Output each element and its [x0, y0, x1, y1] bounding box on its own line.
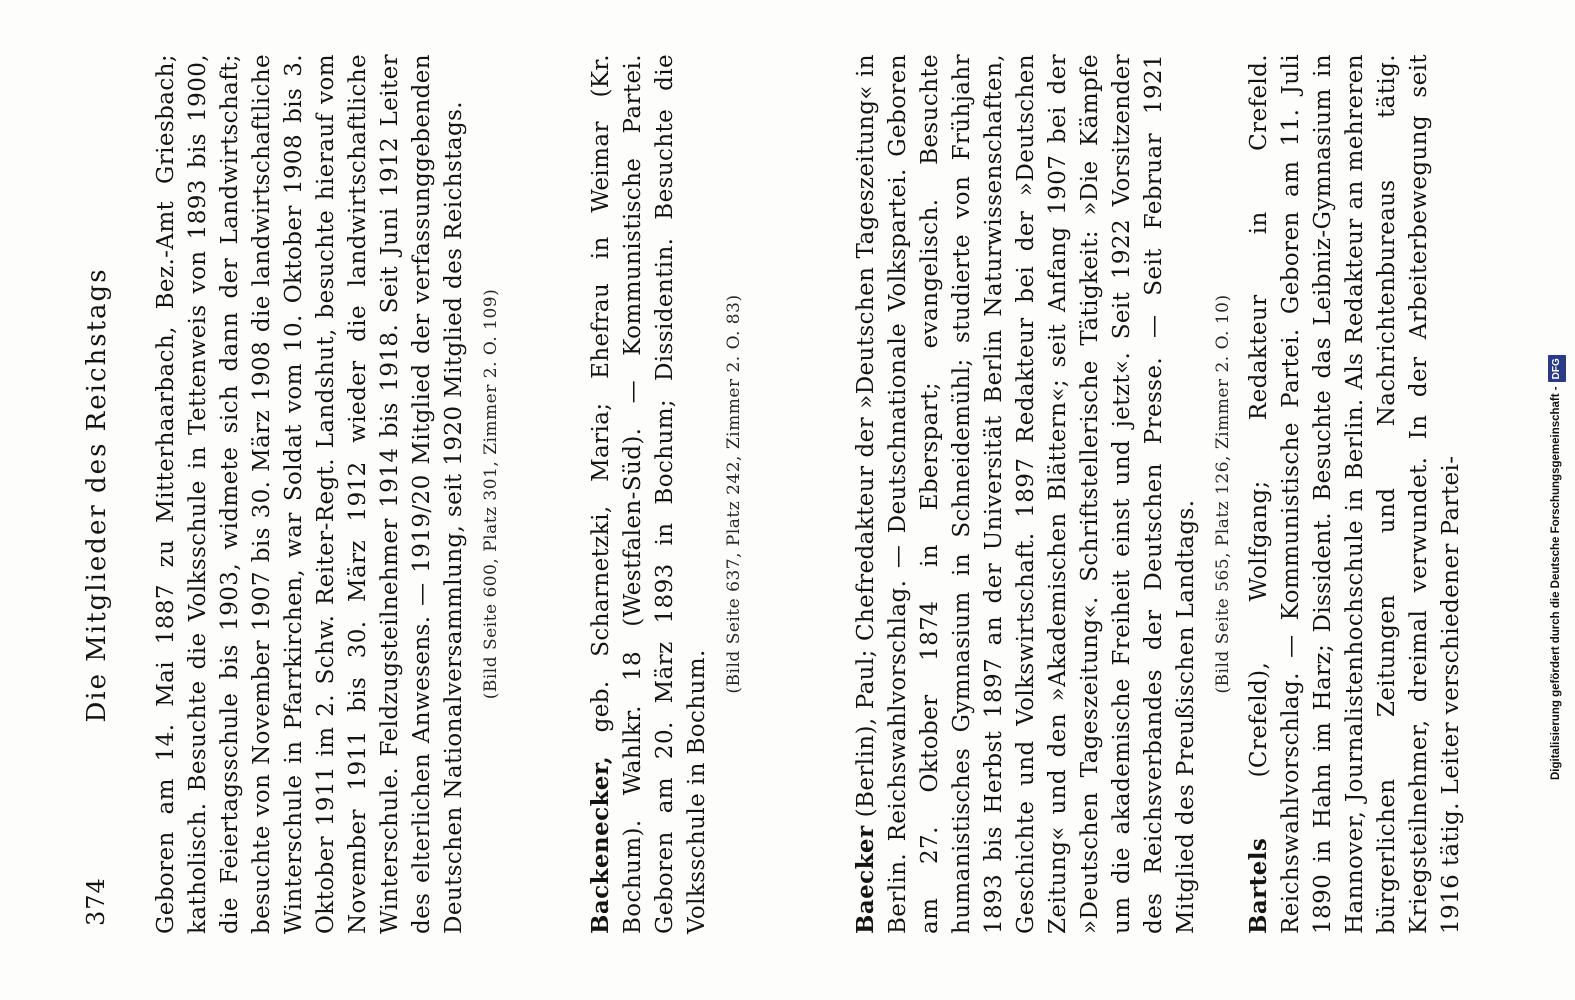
- image-reference: (Bild Seite 637, Platz 242, Zimmer 2. O. 83): [724, 294, 744, 694]
- entry-backenecker: [585, 54, 745, 934]
- image-reference: (Bild Seite 600, Platz 301, Zimmer 2. O. 109): [481, 288, 501, 700]
- entry-text: [1243, 54, 1467, 934]
- entry-name: Baecker: [852, 825, 879, 934]
- entry-body: geb. Scharnetzki, Maria; Ehefrau in Weimar (Kr. Bochum). Wahlkr. 18 (Westfalen-Süd). — Kommunistische Partei. Geboren am 20. März 1893 in Bochum; Dissidentin. Besuchte die Volksschule in Bochum.: [588, 54, 710, 934]
- credit-label: Digitalisierung gefördert durch die Deutsche Forschungsgemeinschaft -: [1550, 386, 1562, 780]
- entry-continuation: [150, 54, 502, 934]
- entry-text: [585, 54, 713, 934]
- rotated-text-block: [80, 50, 1550, 940]
- credit-text: [1547, 10, 1566, 780]
- image-reference: (Bild Seite 565, Platz 126, Zimmer 2. O. 10): [1213, 294, 1233, 694]
- entry-body: (Berlin), Paul; Chefredakteur der »Deutschen Tageszeitung« in Berlin. Reichswahlvorschlag. — Deutschnationale Volkspartei. Geboren am 27. Oktober 1874 in Eberspart; evangelisch. Besuchte humanistisches Gymnasium in Schneidemühl; studierte von Frühjahr 1893 bis Herbst 1897 an der Universität Berlin Naturwissenschaften, Geschichte und Volkswirtschaft. 1897 Redakteur bei der »Deutschen Zeitung« und den »Akademischen Blättern«; seit Anfang 1907 bei der »Deutschen Tageszeitung«. Schriftstellerische Tätigkeit: »Die Kämpfe um die akademische Freiheit einst und jetzt«. Seit 1922 Vorsitzender des Reichsverbandes der Deutschen Presse. — Seit Februar 1921 Mitglied des Preußischen Landtags.: [853, 54, 1199, 934]
- entry-baecker: [850, 54, 1234, 934]
- digitization-credit: [1547, 10, 1569, 1000]
- entry-name: Bartels: [1245, 837, 1272, 934]
- entry-body: (Crefeld), Wolfgang; Redakteur in Crefeld. Reichswahlvorschlag. — Kommunistische Partei. Geboren am 11. Juli 1890 in Hahn im Harz; Dissident. Besuchte das Leibniz-Gymnasium in Hannover, Journalistenhochschule in Berlin. Als Redakteur an mehreren bürgerlichen Zeitungen und Nachrichtenbureaus tätig. Kriegsteilnehmer, dreimal verwundet. In der Arbeiterbewegung seit 1916 tätig. Leiter verschiedener Partei-: [1246, 54, 1464, 934]
- running-head: Die Mitglieder des Reichstags: [82, 267, 112, 723]
- entry-text: [150, 54, 470, 934]
- page-number: 374: [82, 877, 110, 926]
- entry-text: [850, 54, 1202, 934]
- entry-bartels: [1243, 54, 1467, 934]
- page-header: [80, 50, 120, 940]
- entry-name: Backenecker,: [587, 755, 614, 934]
- dfg-logo: DFG: [1548, 355, 1566, 382]
- entry-body: Geboren am 14. Mai 1887 zu Mitterhaarbach, Bez.-Amt Griesbach; katholisch. Besuchte die Volksschule in Tettenweis von 1893 bis 1900, die Feiertagsschule bis 1903, widmete sich dann der Landwirtschaft; besuchte von November 1907 bis 30. März 1908 die landwirtschaftliche Winterschule in Pfarrkirchen, war Soldat vom 10. Oktober 1908 bis 3. Oktober 1911 im 2. Schw. Reiter-Regt. Landshut, besuchte hierauf vom November 1911 bis 30. März 1912 wieder die landwirtschaftliche Winterschule. Feldzugsteilnehmer 1914 bis 1918. Seit Juni 1912 Leiter des elterlichen Anwesens. — 1919/20 Mitglied der verfassunggebenden Deutschen Nationalversammlung, seit 1920 Mitglied des Reichstags.: [153, 54, 467, 934]
